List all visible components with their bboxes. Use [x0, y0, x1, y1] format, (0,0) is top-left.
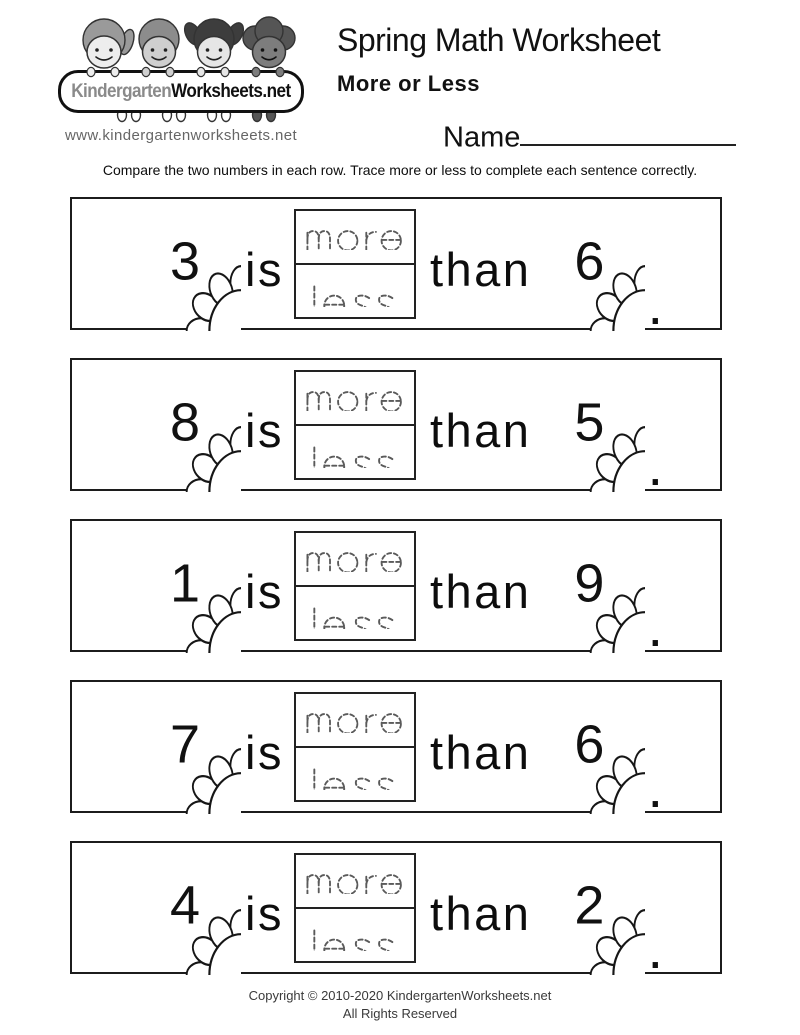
trace-word-less: [296, 907, 414, 961]
sentence-period: .: [647, 756, 663, 820]
left-number: 7: [169, 714, 201, 775]
right-number: 6: [574, 714, 605, 775]
footer: [0, 987, 800, 1023]
word-than: than: [429, 726, 532, 779]
rights-text: All Rights Reserved: [342, 1006, 458, 1022]
logo-box: [58, 70, 304, 113]
word-than: than: [429, 404, 532, 457]
trace-word-less: [296, 424, 414, 478]
flower-left: [129, 841, 241, 974]
left-number: 1: [169, 553, 201, 614]
trace-word-less: [296, 746, 414, 800]
trace-box: [294, 370, 416, 480]
trace-more-icon: [305, 867, 405, 894]
worksheet-rows: [70, 197, 722, 1002]
sentence-period: .: [647, 434, 663, 498]
trace-word-more: [296, 372, 414, 424]
right-number: 5: [574, 392, 605, 453]
word-is: is: [245, 726, 284, 779]
flower-right: [533, 519, 645, 652]
flower-right: [533, 197, 645, 330]
word-than: than: [429, 565, 532, 618]
flower-right: [533, 841, 645, 974]
trace-more-icon: [305, 706, 405, 733]
trace-less-icon: [311, 596, 399, 629]
trace-word-less: [296, 263, 414, 317]
word-is: is: [245, 887, 284, 940]
flower-right: [533, 358, 645, 491]
trace-less-icon: [311, 918, 399, 951]
brand-text: [71, 81, 290, 103]
copyright-text: Copyright © 2010-2020 KindergartenWorksheets.net: [248, 988, 552, 1003]
trace-box: [294, 692, 416, 802]
trace-less-icon: [311, 757, 399, 790]
site-logo: [58, 14, 304, 144]
worksheet-row: [70, 680, 722, 820]
worksheet-row: [70, 519, 722, 659]
word-is: is: [245, 404, 284, 457]
sentence-period: .: [647, 917, 663, 981]
trace-more-icon: [305, 223, 405, 250]
site-url: www.kindergartenworksheets.net: [64, 127, 298, 144]
right-number: 9: [574, 553, 605, 614]
left-number: 8: [169, 392, 201, 453]
trace-more-icon: [305, 384, 405, 411]
trace-word-more: [296, 694, 414, 746]
trace-box: [294, 853, 416, 963]
right-number: 6: [574, 231, 605, 292]
worksheet-row: [70, 841, 722, 981]
sentence-period: .: [647, 273, 663, 337]
instruction-text: Compare the two numbers in each row. Trace more or less to complete each sentence correctly.: [102, 162, 698, 178]
name-label: Name: [443, 121, 521, 154]
worksheet-row: [70, 358, 722, 498]
flower-left: [129, 519, 241, 652]
title-block: [337, 22, 660, 97]
brand-worksheets: Worksheets.net: [171, 80, 291, 102]
trace-box: [294, 209, 416, 319]
left-number: 3: [169, 231, 201, 292]
word-than: than: [429, 243, 532, 296]
trace-word-more: [296, 533, 414, 585]
worksheet-row: [70, 197, 722, 337]
name-blank-field[interactable]: [520, 114, 736, 146]
trace-word-less: [296, 585, 414, 639]
trace-less-icon: [311, 435, 399, 468]
page-subtitle: More or Less: [337, 71, 480, 96]
trace-more-icon: [305, 545, 405, 572]
flower-left: [129, 358, 241, 491]
sentence-period: .: [647, 595, 663, 659]
name-line: [443, 114, 736, 154]
trace-box: [294, 531, 416, 641]
flower-right: [533, 680, 645, 813]
right-number: 2: [574, 875, 605, 936]
brand-kindergarten: Kindergarten: [71, 80, 172, 102]
word-is: is: [245, 565, 284, 618]
trace-word-more: [296, 211, 414, 263]
left-number: 4: [169, 875, 201, 936]
word-is: is: [245, 243, 284, 296]
flower-left: [129, 680, 241, 813]
trace-less-icon: [311, 274, 399, 307]
trace-word-more: [296, 855, 414, 907]
word-than: than: [429, 887, 532, 940]
flower-left: [129, 197, 241, 330]
page-title: Spring Math Worksheet: [337, 22, 661, 58]
